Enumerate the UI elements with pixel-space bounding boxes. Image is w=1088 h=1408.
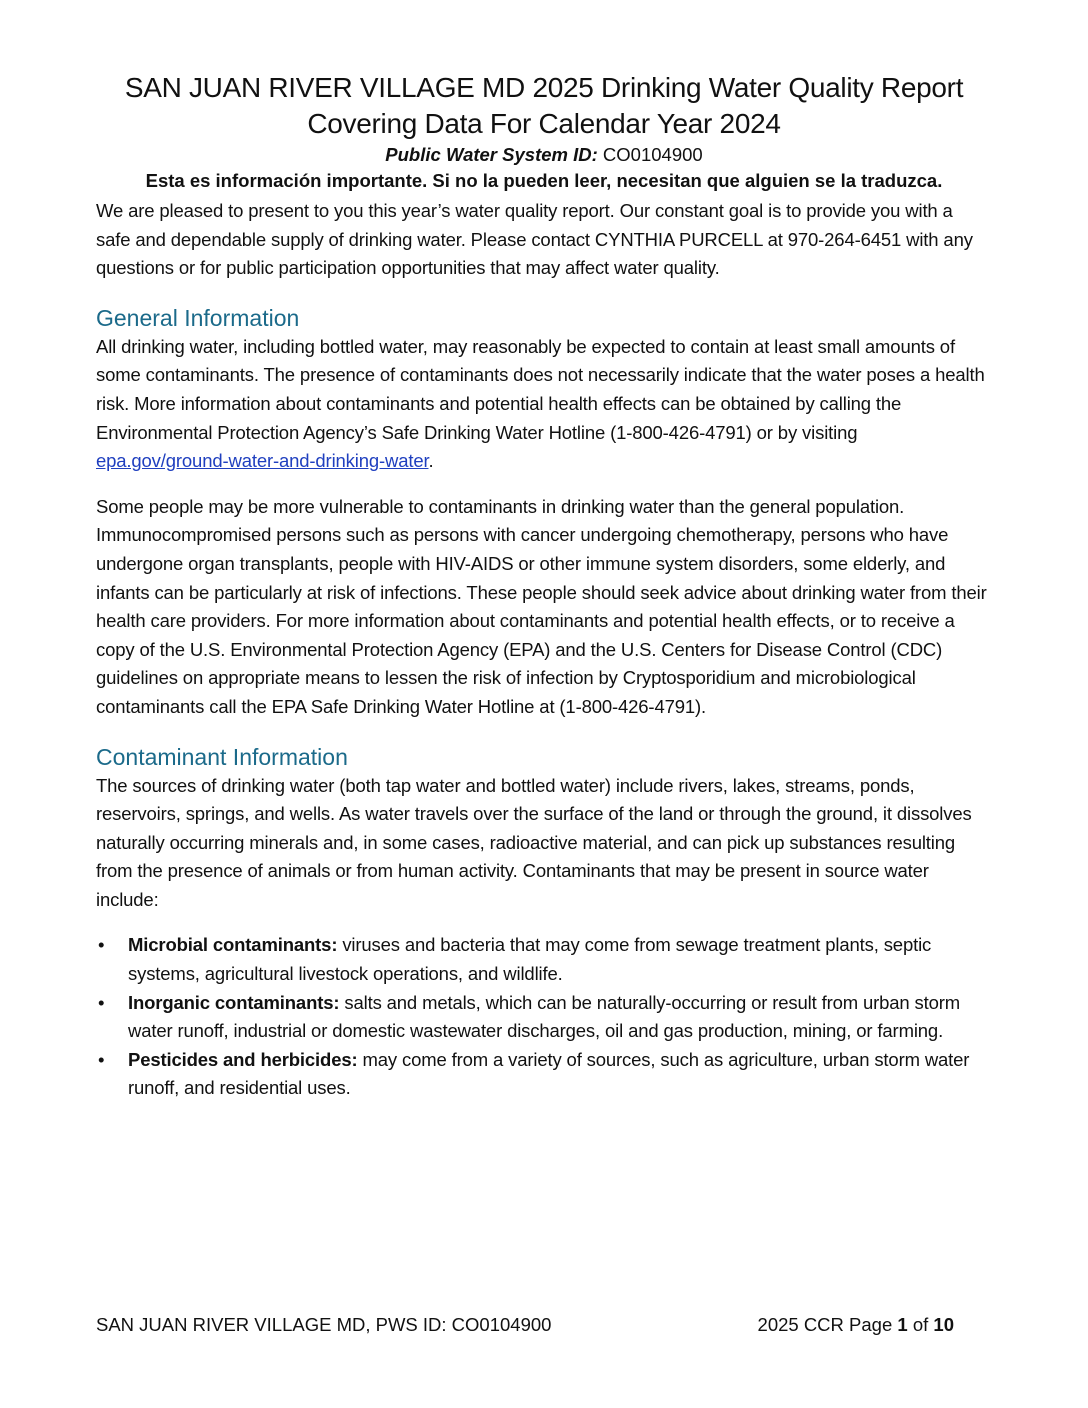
report-title: [96, 70, 992, 142]
pws-id-line: [96, 143, 992, 167]
bullet-icon: •: [98, 1048, 105, 1070]
footer-page-number: 2025 CCR Page 1 of 10: [757, 1314, 954, 1335]
list-item-desc: viruses and bacteria that may come from sewage treatment plants, septic systems, agricultural livestock operations, and wildlife.: [128, 934, 932, 985]
list-item: [96, 931, 992, 988]
list-item-desc: may come from a variety of sources, such as agriculture, urban storm water runoff, and residential uses.: [128, 1048, 970, 1099]
title-line-2: Covering Data For Calendar Year 2024: [307, 108, 781, 139]
list-item-term: Inorganic contaminants:: [128, 991, 340, 1013]
list-item-term: Pesticides and herbicides:: [128, 1048, 358, 1070]
contaminant-information-heading: Contaminant Information: [96, 743, 348, 770]
spanish-notice: Esta es información importante. Si no la pueden leer, necesitan que alguien se la traduzca.: [145, 170, 943, 191]
general-information-paragraph-2: Some people may be more vulnerable to contaminants in drinking water than the general population. Immunocompromised persons such as persons with cancer undergoing chemotherapy, persons who have undergone organ transplants, people with HIV-AIDS or other immune system disorders, some elderly, and infants can be particularly at risk of infections. These people should seek advice about drinking water from their health care providers. For more information about contaminants and potential health effects, or to receive a copy of the U.S. Environmental Protection Agency (EPA) and the U.S. Centers for Disease Control (CDC) guidelines on appropriate means to lessen the risk of infection by Cryptosporidium and microbiological contaminants call the EPA Safe Drinking Water Hotline at (1-800-426-4791).: [96, 495, 987, 717]
gi-para1-text: All drinking water, including bottled water, may reasonably be expected to contain at least small amounts of some contaminants. The presence of contaminants does not necessarily indicate that the water poses a health risk. More information about contaminants and potential health effects can be obtained by calling the Environmental Protection Agency’s Safe Drinking Water Hotline (1-800-426-4791) or by visiting: [96, 335, 985, 443]
bullet-icon: •: [98, 991, 105, 1013]
general-information-paragraph-1: [96, 333, 992, 476]
general-information-heading: General Information: [96, 304, 300, 331]
list-item-term: Microbial contaminants:: [128, 934, 338, 956]
bullet-icon: •: [98, 934, 105, 956]
footer-system-id: SAN JUAN RIVER VILLAGE MD, PWS ID: CO0104900: [96, 1314, 552, 1335]
pws-id-value: CO0104900: [602, 144, 703, 165]
epa-link[interactable]: epa.gov/ground-water-and-drinking-water: [96, 450, 429, 472]
gi-para1-end: .: [428, 450, 434, 472]
list-item: [96, 989, 992, 1046]
page-footer: [96, 1312, 954, 1338]
contaminant-information-paragraph: The sources of drinking water (both tap water and bottled water) include rivers, lakes, streams, ponds, reservoirs, springs, and wells. As water travels over the surface of the land or through the ground, it dissolves naturally occurring minerals and, in some cases, radioactive material, and can pick up substances resulting from the presence of animals or from human activity. Contaminants that may be present in source water include:: [96, 774, 972, 910]
intro-paragraph: We are pleased to present to you this year’s water quality report. Our constant goal is to provide you with a safe and dependable supply of drinking water. Please contact CYNTHIA PURCELL at 970-264-6451 with any questions or for public participation opportunities that may affect water quality.: [96, 200, 973, 279]
document-page: [96, 70, 992, 1103]
list-item-desc: salts and metals, which can be naturally-occurring or result from urban storm water runoff, industrial or domestic wastewater discharges, oil and gas production, mining, or farming.: [128, 991, 961, 1042]
pws-id-label: Public Water System ID:: [385, 144, 598, 165]
current-page: 1: [897, 1314, 908, 1335]
total-pages: 10: [933, 1314, 954, 1335]
list-item: [96, 1046, 992, 1103]
title-line-1: SAN JUAN RIVER VILLAGE MD 2025 Drinking Water Quality Report: [124, 72, 964, 103]
contaminant-list: [96, 931, 992, 1103]
